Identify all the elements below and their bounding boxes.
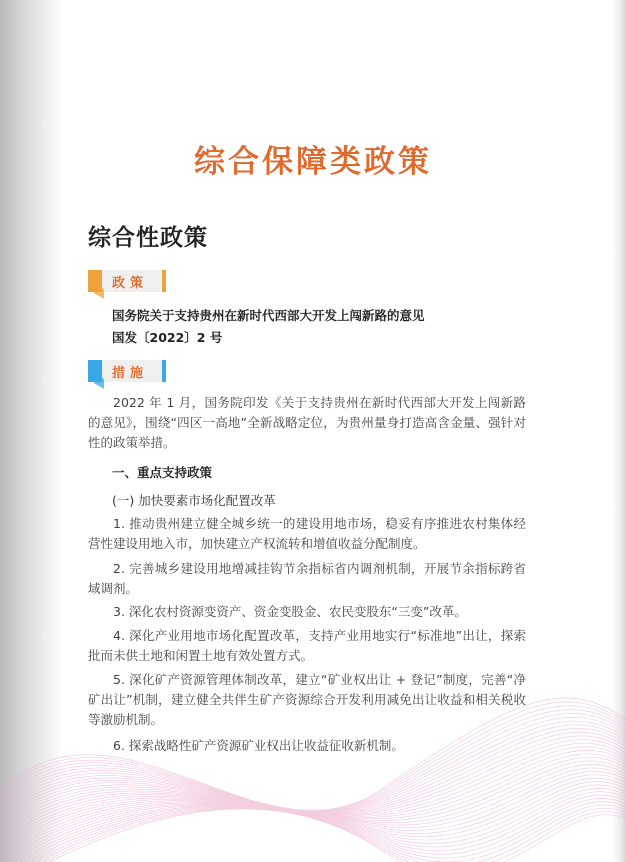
list-item: 4. 深化产业用地市场化配置改革，支持产业用地实行“标准地”出让，探索批而未供土地和闲置土地有效处置方式。 (88, 628, 526, 663)
intro-paragraph: 2022 年 1 月，国务院印发《关于支持贵州在新时代西部大开发上闯新路的意见》，围绕“四区一高地”全新战略定位，为贵州量身打造高含金量、强针对性的政策举措。 (88, 395, 526, 450)
list-item: 6. 探索战略性矿产资源矿业权出让收益征收新机制。 (113, 738, 404, 753)
policy-tag-label: 政策 (112, 276, 149, 291)
tag-marker-icon (88, 270, 102, 292)
subheading-factor-market: (一) 加快要素市场化配置改革 (112, 493, 276, 508)
measures-tag (88, 360, 166, 382)
list-item: 2. 完善城乡建设用地增减挂钩节余指标省内调剂机制，开展节余指标跨省域调剂。 (88, 561, 526, 596)
policy-tag (88, 270, 166, 292)
document-title: 国务院关于支持贵州在新时代西部大开发上闯新路的意见 (112, 308, 425, 323)
list-item: 1. 推动贵州建立健全城乡统一的建设用地市场，稳妥有序推进农村集体经营性建设用地入市，加快建立产权流转和增值收益分配制度。 (88, 516, 526, 551)
tag-marker-icon (88, 360, 102, 382)
sub-title: 综合性政策 (88, 225, 208, 251)
section-title: 综合保障类政策 (194, 144, 432, 180)
list-item: 5. 深化矿产资源管理体制改革，建立“矿业权出让 + 登记”制度，完善“净矿出让”机制，建立健全共伴生矿产资源综合开发利用减免出让收益和相关税收等激励机制。 (88, 672, 526, 727)
document-number: 国发〔2022〕2 号 (112, 330, 223, 345)
measures-tag-label: 措施 (112, 366, 149, 381)
list-item: 3. 深化农村资源变资产、资金变股金、农民变股东“三变”改革。 (113, 604, 467, 619)
heading-key-policies: 一、重点支持政策 (112, 465, 213, 480)
